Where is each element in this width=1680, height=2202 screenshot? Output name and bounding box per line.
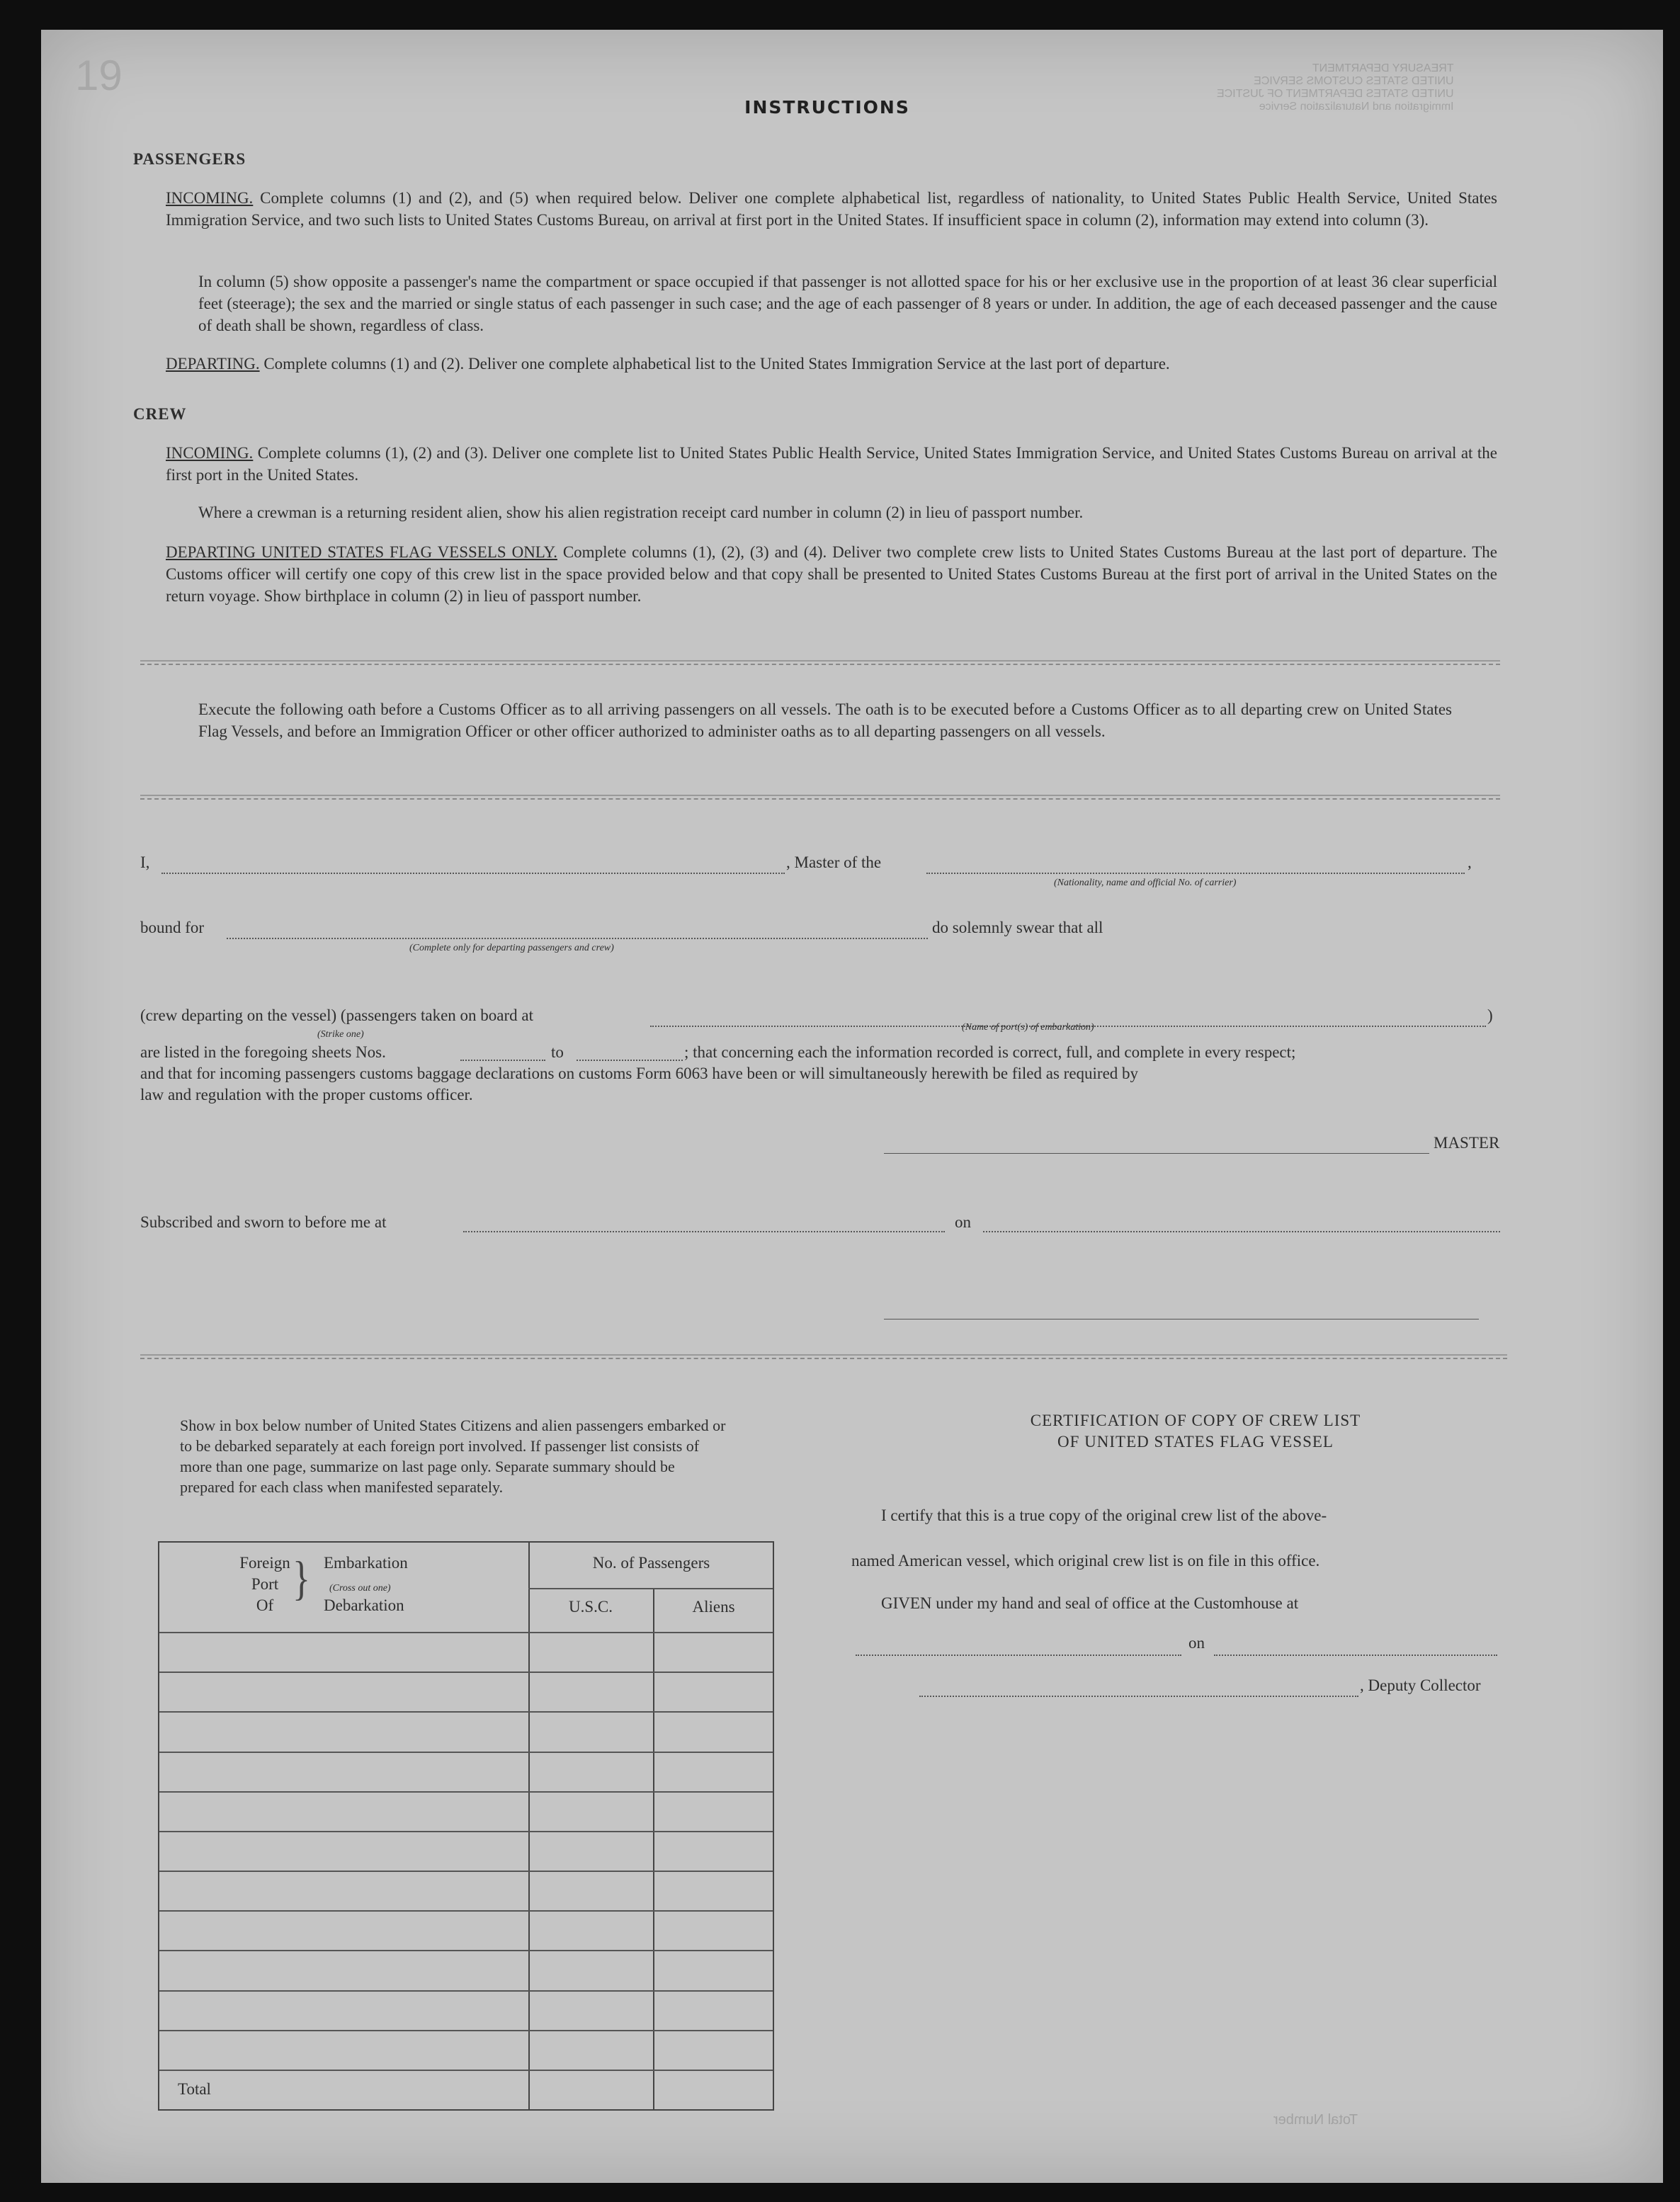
incoming-label: INCOMING.	[166, 189, 254, 207]
carrier-field[interactable]	[926, 873, 1465, 874]
oath-i-label: I,	[140, 853, 150, 871]
sheet-to-field[interactable]	[577, 1060, 683, 1061]
table-row	[159, 1871, 773, 1872]
crew-incoming-label: INCOMING.	[166, 444, 254, 462]
passengers-departing-paragraph	[166, 353, 1497, 375]
bleed-through-text: TREASURY DEPARTMENT UNITED STATES CUSTOMS SERVICE UNITED STATES DEPARTMENT OF JUSTICE Immigration and Naturalization Service	[1217, 62, 1454, 113]
crew-heading: CREW	[133, 405, 187, 423]
listed-text-2: ; that concerning each the information recorded is correct, full, and complete in every respect;	[684, 1043, 1296, 1061]
listed-text-3: and that for incoming passengers customs baggage declarations on customs Form 6063 have been or will simultaneously herewith be filed as required by	[140, 1065, 1139, 1082]
table-column-divider	[528, 1543, 530, 2109]
cross-out-hint: (Cross out one)	[329, 1583, 391, 1594]
ports-hint: (Name of port(s) of embarkation)	[962, 1022, 1094, 1033]
column5-paragraph: In column (5) show opposite a passenger's name the compartment or space occupied if that passenger is not allotted space for his or her exclusive use in the proportion of at least 36 clear superficial feet (steerage); the sex and the married or single status of each passenger in such case; and the age of each passenger of 8 years or under. In addition, the age of each deceased passenger and the cause of death shall be shown, regardless of class.	[198, 273, 1497, 334]
embarkation-label: Embarkation	[324, 1554, 408, 1572]
table-row	[159, 1711, 773, 1713]
table-row	[159, 1950, 773, 1951]
deputy-collector-label: , Deputy Collector	[1360, 1676, 1481, 1694]
departing-text: Complete columns (1) and (2). Deliver one complete alphabetical list to the United States Immigration Service at the last port of departure.	[263, 355, 1170, 373]
crew-incoming-paragraph	[166, 442, 1497, 486]
table-row	[159, 1831, 773, 1832]
deputy-signature-field[interactable]	[919, 1696, 1358, 1697]
incoming-text: Complete columns (1) and (2), and (5) when required below. Deliver one complete alphabetical list, regardless of nationality, to United States Public Health Service, United States Immigration Service, and two such lists to United States Customs Bureau, on arrival at first port in the United States. If insufficient space in column (2), information may extend into column (3).	[166, 189, 1498, 229]
certification-heading-2: OF UNITED STATES FLAG VESSEL	[1057, 1433, 1334, 1451]
passenger-summary-table	[158, 1541, 774, 2111]
strike-one-hint: (Strike one)	[317, 1029, 364, 1040]
swear-text: do solemnly swear that all	[932, 919, 1103, 936]
aliens-header: Aliens	[692, 1598, 735, 1616]
listed-to-label: to	[551, 1043, 564, 1061]
cert-on-label: on	[1188, 1634, 1205, 1652]
master-of-the-label: , Master of the	[786, 853, 882, 871]
oath-instruction-paragraph: Execute the following oath before a Customs Officer as to all arriving passengers on all vessels. The oath is to be executed before a Customs Officer as to all departing crew on United States Flag Vessels, and before an Immigration Officer or other officer authorized to administer oaths as to all departing passengers on all vessels.	[198, 700, 1452, 740]
crewman-paragraph: Where a crewman is a returning resident alien, show his alien registration receipt card number in column (2) in lieu of passport number.	[198, 504, 1084, 521]
no-passengers-header: No. of Passengers	[592, 1554, 710, 1572]
bound-for-label: bound for	[140, 919, 205, 936]
form-sheet	[41, 30, 1663, 2183]
divider-rule	[140, 795, 1500, 800]
table-row	[159, 1752, 773, 1753]
departing-flag-label: DEPARTING UNITED STATES FLAG VESSELS ONLY.	[166, 543, 557, 561]
table-row	[159, 1910, 773, 1912]
passengers-incoming-paragraph	[166, 187, 1497, 231]
foreign-label: Foreign	[239, 1554, 290, 1572]
table-row	[159, 2070, 773, 2071]
cert-date-field[interactable]	[1214, 1655, 1497, 1656]
nationality-hint: (Nationality, name and official No. of carrier)	[1054, 878, 1237, 888]
bound-for-field[interactable]	[227, 938, 928, 939]
departing-flag-paragraph	[166, 541, 1497, 607]
total-label: Total	[178, 2079, 211, 2098]
usc-header: U.S.C.	[569, 1598, 613, 1616]
customhouse-place-field[interactable]	[856, 1655, 1181, 1656]
master-signature-field[interactable]	[884, 1153, 1429, 1154]
sheet-from-field[interactable]	[460, 1060, 545, 1061]
brace-icon: }	[293, 1553, 310, 1606]
sworn-on-label: on	[955, 1213, 971, 1231]
listed-text-4: law and regulation with the proper customs officer.	[140, 1086, 473, 1103]
instructions-title: INSTRUCTIONS	[744, 97, 910, 118]
divider-rule	[140, 660, 1500, 665]
crew-incoming-text: Complete columns (1), (2) and (3). Deliver one complete list to United States Public Health Service, United States Immigration Service, and United States Customs Bureau on arrival at the first port in the United States.	[166, 444, 1497, 484]
subscribed-label: Subscribed and sworn to before me at	[140, 1213, 387, 1231]
of-label: Of	[256, 1596, 274, 1614]
table-header-divider	[528, 1588, 773, 1589]
crew-departing-text: (crew departing on the vessel) (passengers taken on board at	[140, 1006, 533, 1024]
departing-flag-text: Complete columns (1), (2), (3) and (4). Deliver two complete crew lists to United States Customs Bureau at the last port of departure. The Customs officer will certify one copy of this crew list in the space provided below and that copy shall be presented to United States Customs Bureau at the first port of arrival in the United States on the return voyage. Show birthplace in column (2) in lieu of passport number.	[166, 543, 1498, 605]
foreign-port-header	[233, 1553, 297, 1616]
table-row	[159, 1672, 773, 1673]
officer-signature-field[interactable]	[884, 1319, 1479, 1320]
bleed-through-text: Total Number	[1273, 2112, 1358, 2128]
departing-label: DEPARTING.	[166, 355, 260, 373]
table-row	[159, 2030, 773, 2031]
port-label: Port	[251, 1575, 279, 1593]
table-header-bottom	[159, 1632, 773, 1633]
master-name-field[interactable]	[161, 873, 785, 874]
debarkation-label: Debarkation	[324, 1596, 404, 1614]
given-text: GIVEN under my hand and seal of office at the Customhouse at	[881, 1594, 1299, 1612]
certification-heading-1: CERTIFICATION OF COPY OF CREW LIST	[1030, 1412, 1361, 1429]
summary-instruction: Show in box below number of United States Citizens and alien passengers embarked or to be debarked separately at each foreign port involved. If passenger list consists of more than one page, summarize on last page only. Separate summary should be prepared for each class when manifested separately.	[180, 1417, 726, 1496]
master-label: MASTER	[1434, 1134, 1500, 1152]
divider-rule	[140, 1354, 1507, 1359]
certify-text-2: named American vessel, which original crew list is on file in this office.	[851, 1552, 1320, 1570]
passengers-heading: PASSENGERS	[133, 150, 246, 168]
sworn-place-field[interactable]	[463, 1231, 945, 1232]
listed-text-1: are listed in the foregoing sheets Nos.	[140, 1043, 386, 1061]
table-row	[159, 1990, 773, 1992]
page-number-bleed: 19	[75, 52, 123, 99]
table-row	[159, 1791, 773, 1793]
complete-only-hint: (Complete only for departing passengers and crew)	[409, 943, 614, 953]
close-paren: )	[1487, 1006, 1493, 1024]
certify-text-1: I certify that this is a true copy of the original crew list of the above-	[881, 1506, 1327, 1524]
sworn-date-field[interactable]	[983, 1231, 1500, 1232]
comma: ,	[1468, 853, 1472, 871]
